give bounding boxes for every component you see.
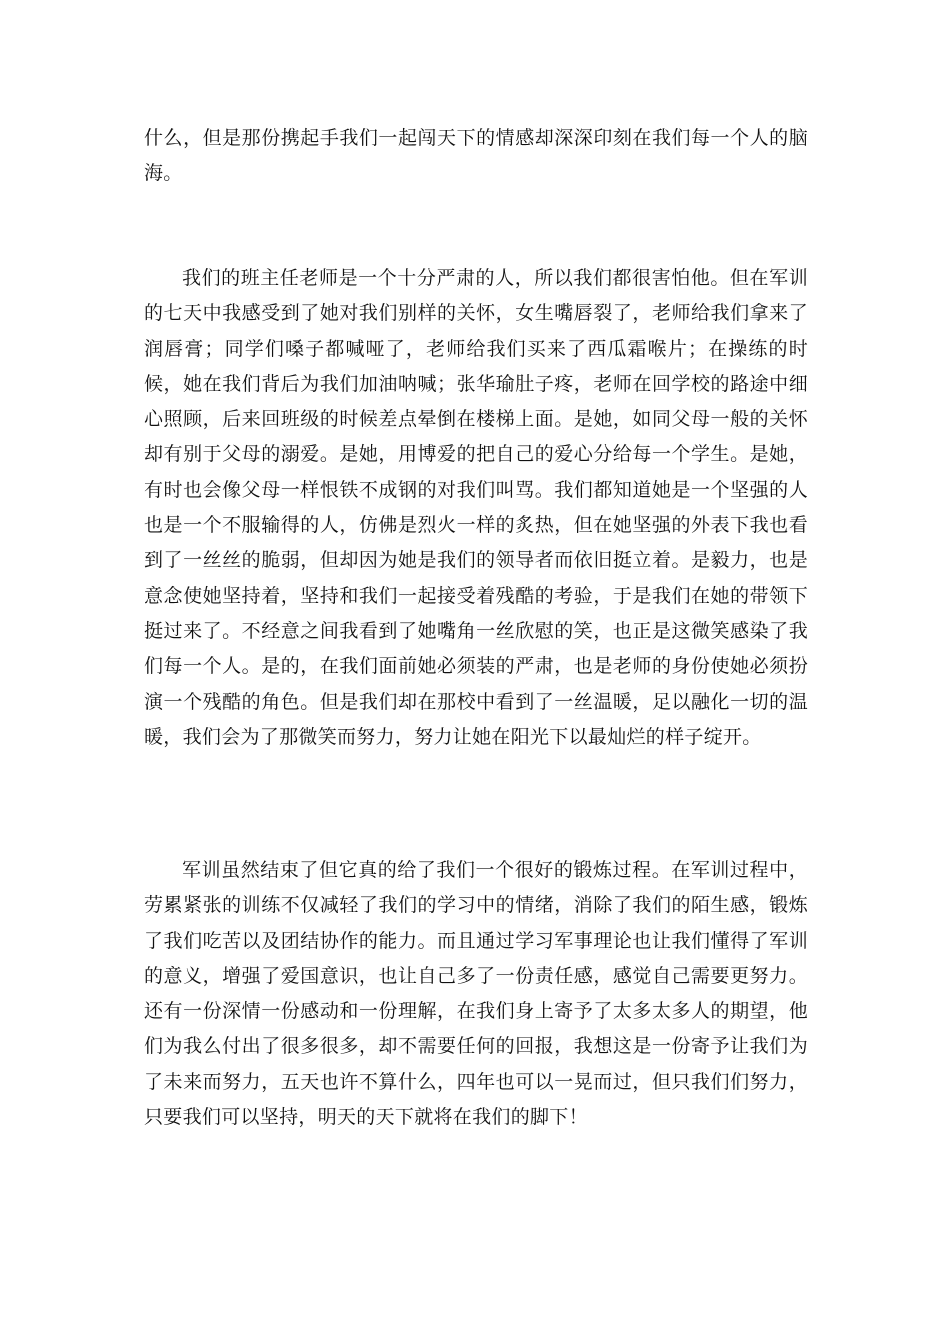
paragraph-continuation: 什么，但是那份携起手我们一起闯天下的情感却深深印刻在我们每一个人的脑海。 xyxy=(144,127,808,185)
paragraph-training-summary: 军训虽然结束了但它真的给了我们一个很好的锻炼过程。在军训过程中，劳累紧张的训练不仅减轻了我们的学习中的情绪，消除了我们的陌生感，锻炼了我们吃苦以及团结协作的能力。而且通过学习军事理论也让我们懂得了军训的意义，增强了爱国意识，也让自己多了一份责任感，感觉自己需要更努力。还有一份深情一份感动和一份理解，在我们身上寄予了太多太多人的期望，他们为我么付出了很多很多，却不需要任何的回报，我想这是一份寄予让我们为了未来而努力，五天也许不算什么，四年也可以一晃而过，但只我们们努力，只要我们可以坚持，明天的天下就将在我们的脚下！ xyxy=(144,859,808,1129)
paragraph-head-teacher: 我们的班主任老师是一个十分严肃的人，所以我们都很害怕他。但在军训的七天中我感受到了她对我们别样的关怀，女生嘴唇裂了，老师给我们拿来了润唇膏；同学们嗓子都喊哑了，老师给我们买来了西瓜霜喉片；在操练的时候，她在我们背后为我们加油呐喊；张华瑜肚子疼，老师在回学校的路途中细心照顾，后来回班级的时候差点晕倒在楼梯上面。是她，如同父母一般的关怀却有别于父母的溺爱。是她，用博爱的把自己的爱心分给每一个学生。是她，有时也会像父母一样恨铁不成钢的对我们叫骂。我们都知道她是一个坚强的人也是一个不服输得的人，仿佛是烈火一样的炙热，但在她坚强的外表下我也看到了一丝丝的脆弱，但却因为她是我们的领导者而依旧挺立着。是毅力，也是意念使她坚持着，坚持和我们一起接受着残酷的考验，于是我们在她的带领下挺过来了。不经意之间我看到了她嘴角一丝欣慰的笑，也正是这微笑感染了我们每一个人。是的，在我们面前她必须装的严肃，也是老师的身份使她必须扮演一个残酷的角色。但是我们却在那校中看到了一丝温暖，足以融化一切的温暖，我们会为了那微笑而努力，努力让她在阳光下以最灿烂的样子绽开。 xyxy=(144,267,808,748)
